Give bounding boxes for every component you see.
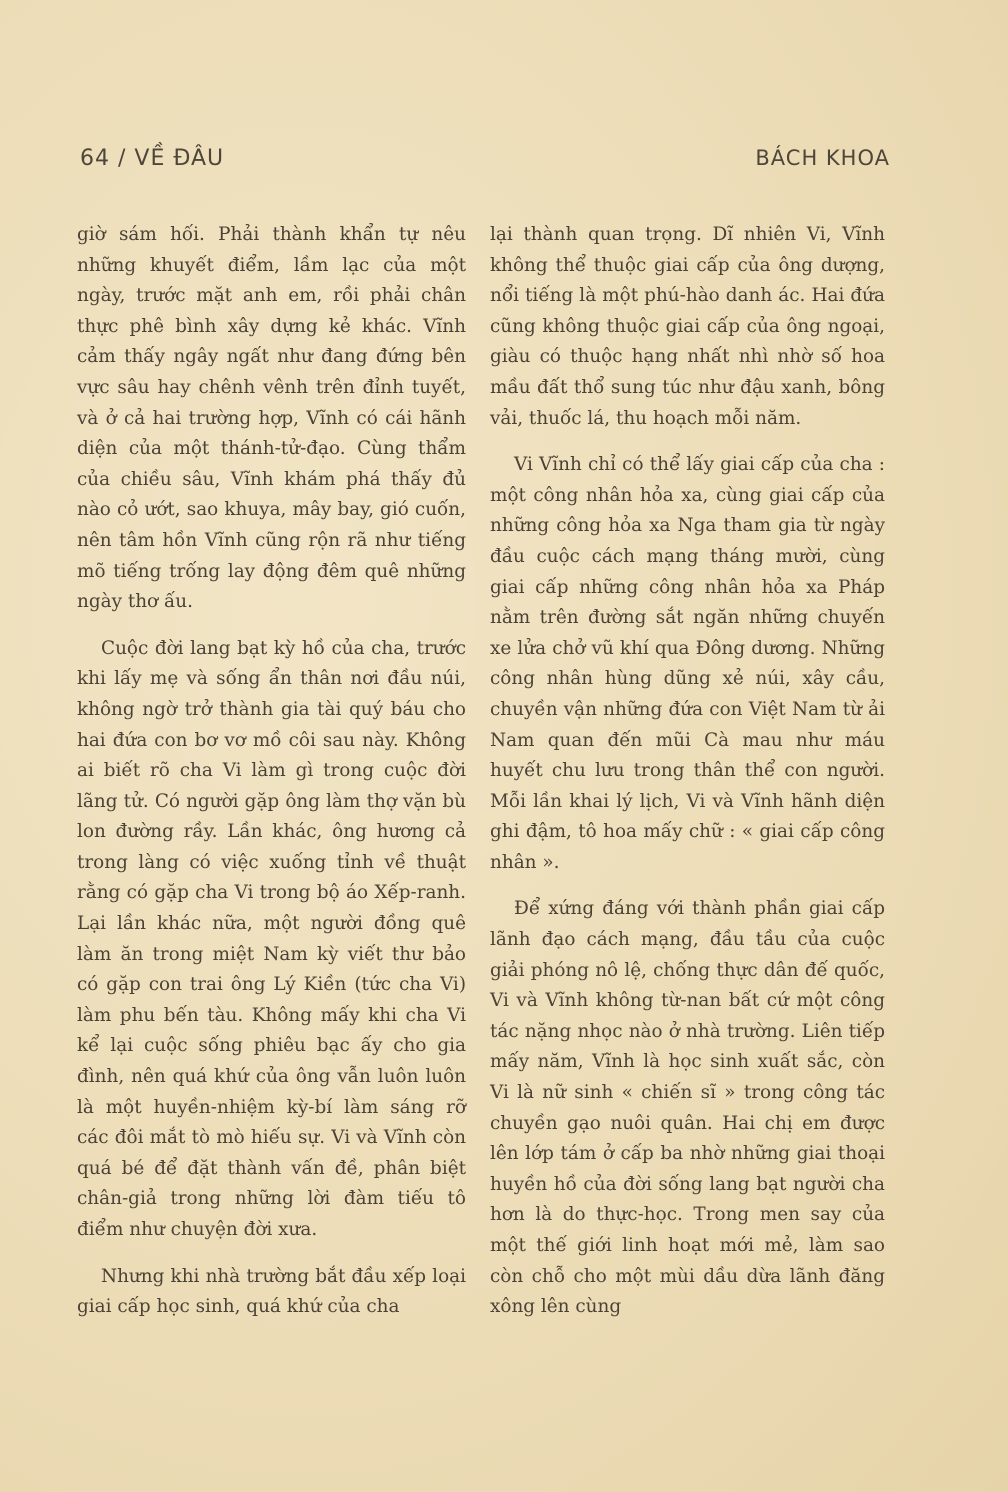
paragraph: Cuộc đời lang bạt kỳ hồ của cha, trước khi lấy mẹ và sống ẩn thân nơi đầu núi, không ngờ trở thành gia tài quý báu cho hai đứa con bơ vơ mồ côi sau này. Không ai biết rõ cha Vi làm gì trong cuộc đời lãng tử. Có người gặp ông làm thợ vặn bù lon đường rầy. Lần khác, ông hương cả trong làng có việc xuống tỉnh về thuật rằng có gặp cha Vi trong bộ áo Xếp-ranh. Lại lần khác nữa, một người đồng quê làm ăn trong miệt Nam kỳ viết thư bảo có gặp con trai ông Lý Kiền (tức cha Vi) làm phu bến tàu. Không mấy khi cha Vi kể lại cuộc sống phiêu bạc ấy cho gia đình, nên quá khứ của ông vẫn luôn luôn là một huyền-nhiệm kỳ-bí làm sáng rỡ các đôi mắt tò mò hiếu sự. Vi và Vĩnh còn quá bé để đặt thành vấn đề, phân biệt chân-giả trong những lời đàm tiếu tô điểm như chuyện đời xưa. <box>77 637 466 1240</box>
left-column <box>77 220 466 1323</box>
paragraph: lại thành quan trọng. Dĩ nhiên Vi, Vĩnh không thể thuộc giai cấp của ông dượng, nổi tiếng là một phú-hào danh ác. Hai đứa cũng không thuộc giai cấp của ông ngoại, giàu có thuộc hạng nhất nhì nhờ số hoa mầu đất thổ sung túc như đậu xanh, bông vải, thuốc lá, thu hoạch mỗi năm. <box>490 224 885 429</box>
right-column <box>490 220 885 1323</box>
paragraph: Để xứng đáng với thành phần giai cấp lãnh đạo cách mạng, đầu tầu của cuộc giải phóng nô lệ, chống thực dân đế quốc, Vi và Vĩnh không từ-nan bất cứ một công tác nặng nhọc nào ở nhà trường. Liên tiếp mấy năm, Vĩnh là học sinh xuất sắc, còn Vi là nữ sinh « chiến sĩ » trong công tác chuyền gạo nuôi quân. Hai chị em được lên lớp tám ở cấp ba nhờ những giai thoại huyền hồ của đời sống lang bạt người cha hơn là do thực-học. Trong men say của một thế giới linh hoạt mới mẻ, làm sao còn chỗ cho một mùi dầu dừa lãnh đăng xông lên cùng <box>490 898 885 1318</box>
journal-name: BÁCH KHOA <box>755 146 890 170</box>
running-header <box>80 146 890 182</box>
paragraph: giờ sám hối. Phải thành khẩn tự nêu những khuyết điểm, lầm lạc của một ngày, trước mặt anh em, rồi phải chân thực phê bình xây dựng kẻ khác. Vĩnh cảm thấy ngây ngất như đang đứng bên vực sâu hay chênh vênh trên đỉnh tuyết, và ở cả hai trường hợp, Vĩnh có cái hãnh diện của một thánh-tử-đạo. Cùng thẩm của chiều sâu, Vĩnh khám phá thấy đủ nào cỏ ướt, sao khuya, mây bay, gió cuốn, nên tâm hồn Vĩnh cũng rộn rã như tiếng mõ tiếng trống lay động đêm quê những ngày thơ ấu. <box>77 224 466 613</box>
page-number-and-title: 64 / VỀ ĐÂU <box>80 146 225 171</box>
paragraph: Nhưng khi nhà trường bắt đầu xếp loại giai cấp học sinh, quá khứ của cha <box>77 1265 466 1318</box>
paragraph: Vi Vĩnh chỉ có thể lấy giai cấp của cha : một công nhân hỏa xa, cùng giai cấp của những công hỏa xa Nga tham gia từ ngày đầu cuộc cách mạng tháng mười, cùng giai cấp những công nhân hỏa xa Pháp nằm trên đường sắt ngăn những chuyến xe lửa chở vũ khí qua Đông dương. Những công nhân hùng dũng xẻ núi, xây cầu, chuyền vận những đứa con Việt Nam từ ải Nam quan đến mũi Cà mau như máu huyết chu lưu trong thân thể con người. Mỗi lần khai lý lịch, Vi và Vĩnh hãnh diện ghi đậm, tô hoa mấy chữ : « giai cấp công nhân ». <box>490 454 885 873</box>
